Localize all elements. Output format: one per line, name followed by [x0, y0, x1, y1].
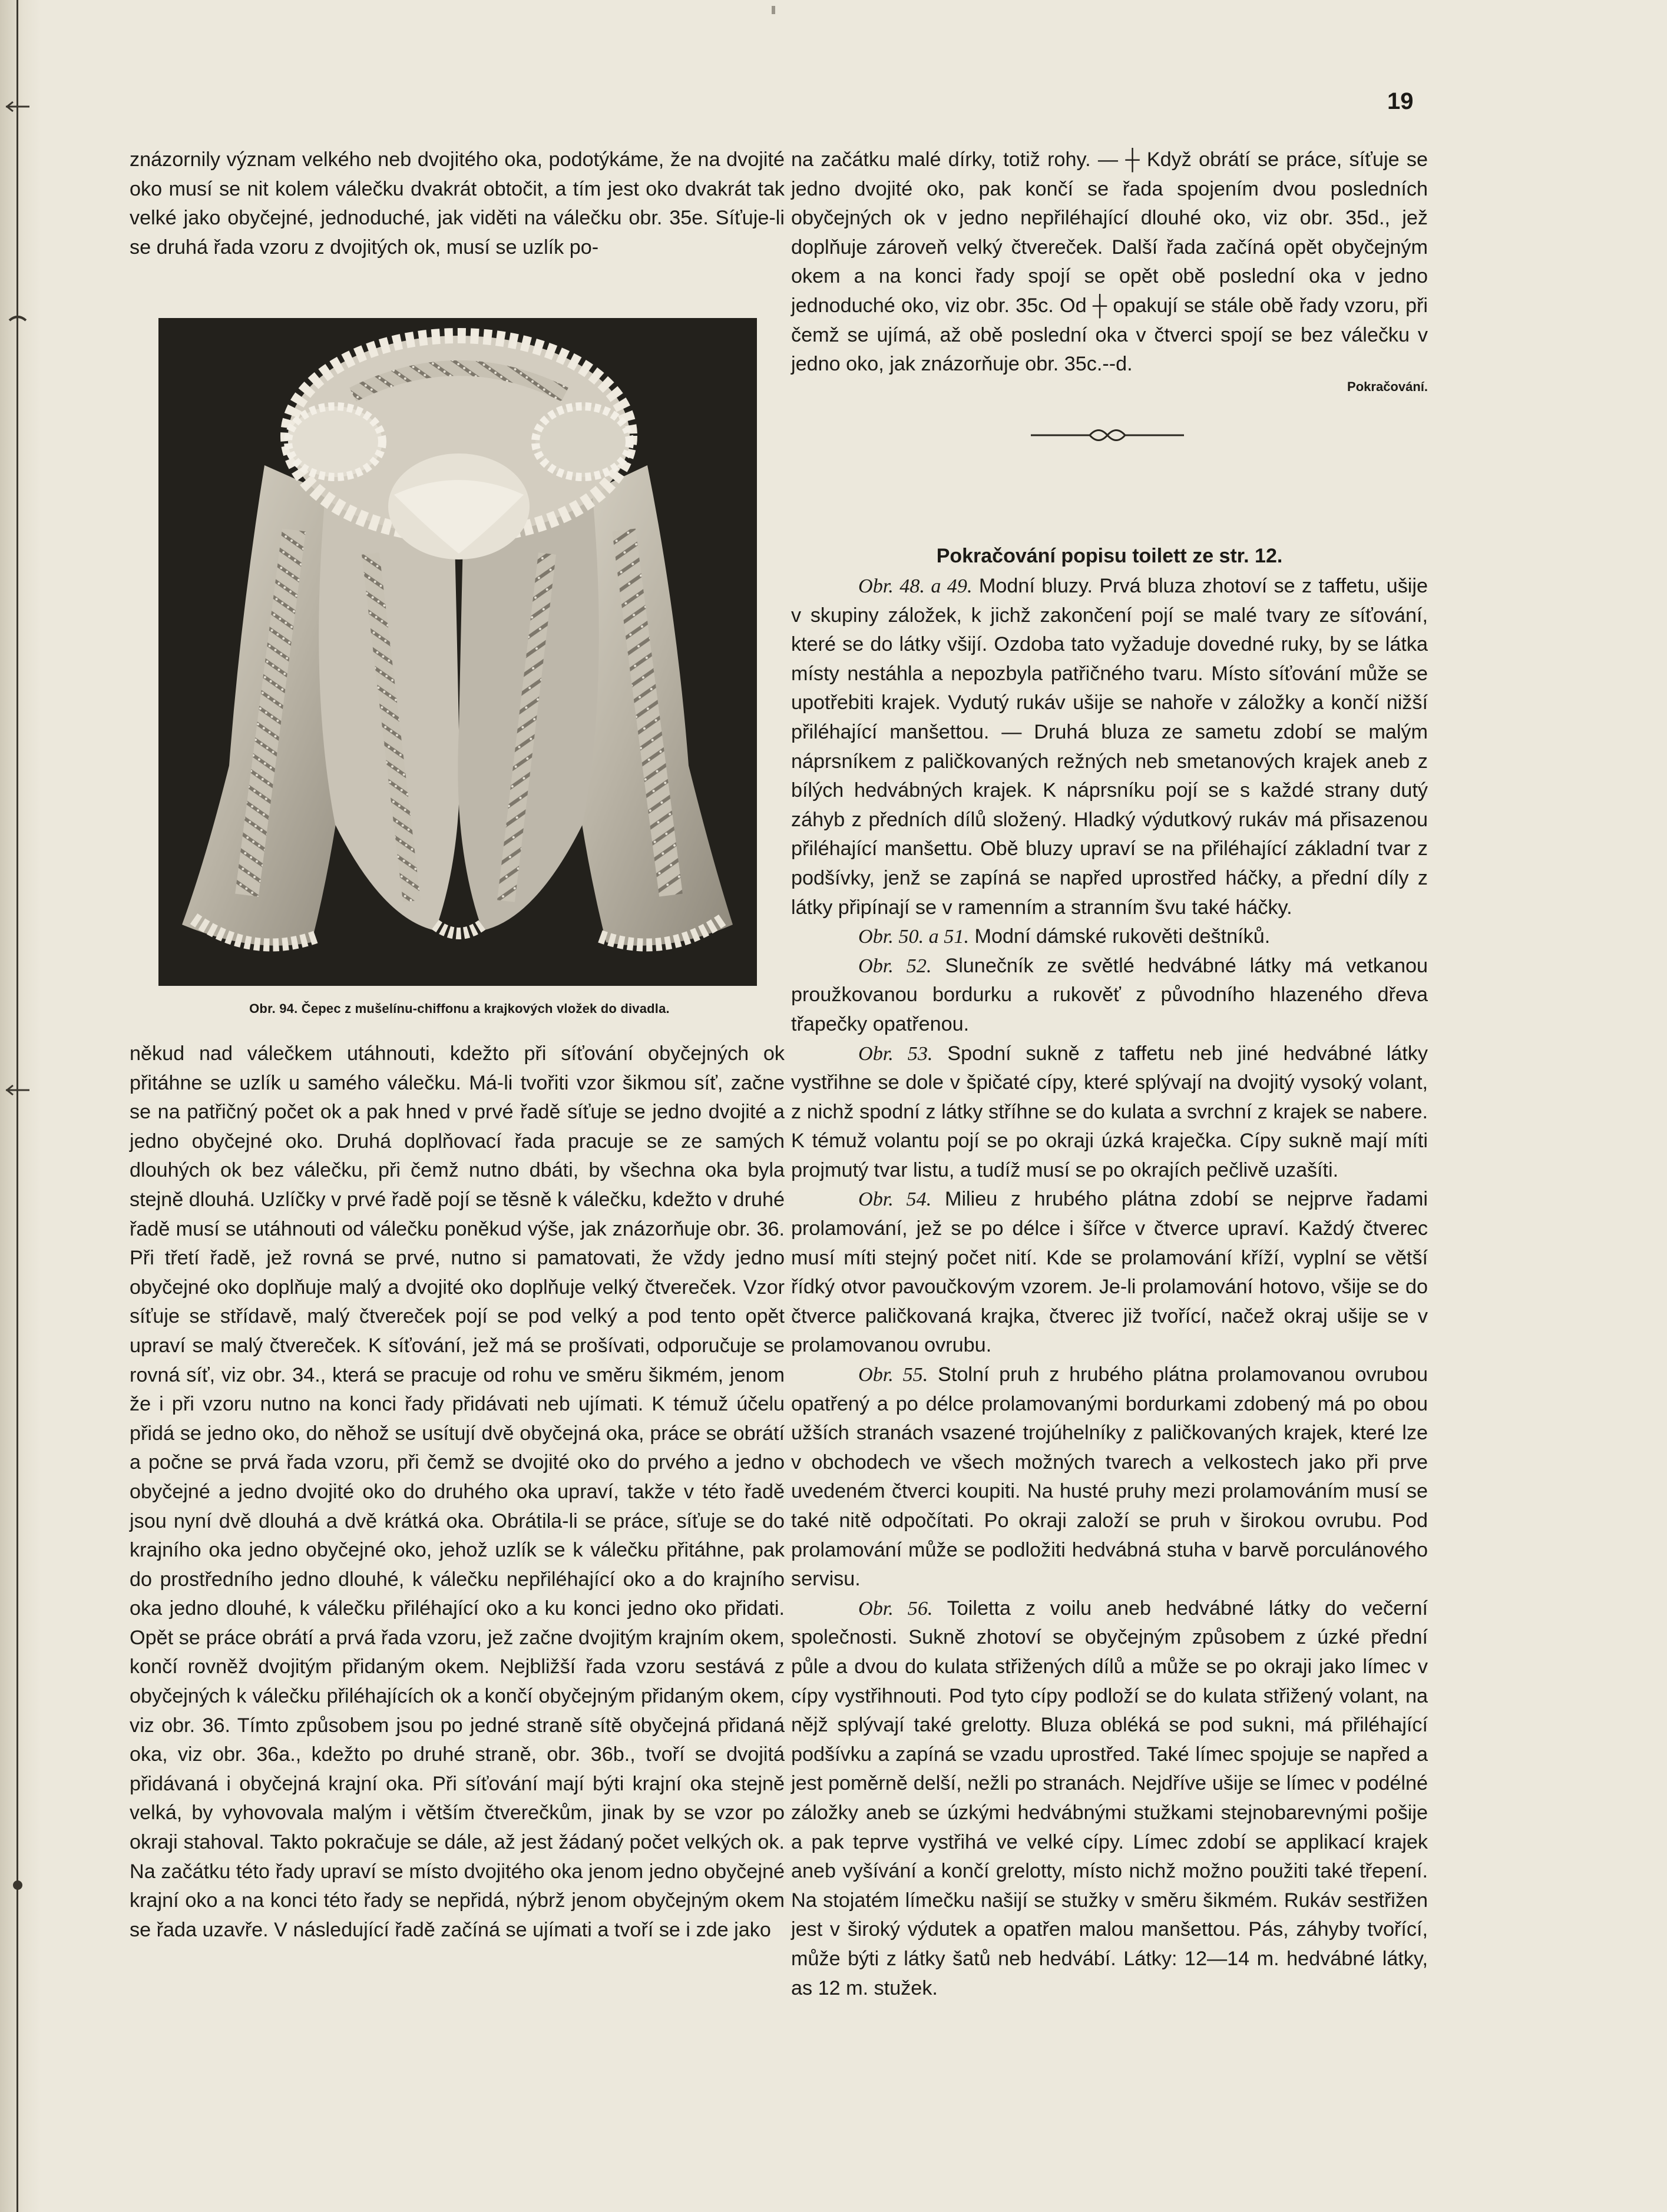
binding-mark-icon [5, 312, 31, 325]
description-text: Toiletta z voilu aneb hedvábné látky do večerní společnosti. Sukně zhotoví se obyčejným způsobem z úzké přední půle a dvou do kulata střižených dílů a může se po okraji jako límec v cípy vystřihnouti. Pod tyto cípy podloží se do kulata střižený volant, na nějž splývají také grelotty. Bluza obléká se pod sukni, má přiléhající podšívku a zapíná se vzadu uprostřed. Také límec spojuje se napřed a jest poměrně delší, nežli po stranách. Nejdříve ušije se límec v podélné záložky aneb se úzkými hedvábnými stužkami stejnobarevnými pošije a pak teprve vystřihá ve velké cípy. Límec zdobí se applikací krajek aneb vyšívání a končí grelotty, místo nichž možno použiti také třepení. Na stojatém límečku našijí se stužky v směru šikmém. Rukáv sestřižen jest v široký výdutek a opatřen malou manšettou. Pás, záhyby tvořící, může býti z látky šatů neb hedvábí. Látky: 12—14 m. hedvábné látky, as 12 m. stužek. [791, 1597, 1428, 1999]
binding-arrow-icon [5, 1084, 31, 1097]
binding-mark-icon [5, 1879, 31, 1892]
description-item [791, 1185, 1428, 1360]
description-item [791, 1594, 1428, 2003]
description-item [791, 572, 1428, 922]
edge-mark [772, 6, 775, 14]
figure-caption: Obr. 94. Čepec z mušelínu-chiffonu a krajkových vložek do divadla. [249, 1001, 670, 1016]
description-item [791, 952, 1428, 1039]
description-text: Modní dámské rukověti deštníků. [969, 925, 1271, 948]
description-text: Milieu z hrubého plátna zdobí se nejprve řadami prolamování, jež se po délce i šířce v čtverce upraví. Každý čtverec musí míti stejný počet nití. Kde se prolamování kříží, vyplní se větší řídký otvor pavoučkovým vzorem. Je-li prolamování hotovo, všije se do čtverce paličkovaná krajka, čtverec již tvořící, načež okraj ušije se v prolamovanou ovrubu. [791, 1188, 1428, 1357]
binding-arrow-icon [5, 100, 31, 113]
bonnet-illustration [158, 318, 757, 986]
continued-mark: Pokračování. [1347, 379, 1428, 394]
figure-reference: Obr. 56. [858, 1597, 933, 1620]
description-text: Slunečník ze světlé hedvábné látky má vetkanou proužkovanou bordurku a rukověť z původního hlazeného dřeva třapečky opatřenou. [791, 954, 1428, 1035]
description-text: Spodní sukně z taffetu neb jiné hedvábné látky vystřihne se dole v špičaté cípy, které splývají na dvojitý vysoký volant, z nichž spodní z látky stříhne se do kulata a svrchní z krajek se nabere. K témuž volantu pojí se po okraji úzká kraječka. Cípy sukně mají míti projmutý tvar listu, a tudíž musí se po okrajích pečlivě uzašíti. [791, 1042, 1428, 1181]
page-number: 19 [1387, 88, 1414, 114]
description-item [791, 922, 1428, 952]
description-item [791, 1039, 1428, 1186]
section-title: Pokračování popisu toilett ze str. 12. [936, 545, 1283, 567]
description-item [791, 1360, 1428, 1594]
paragraph: na začátku malé dírky, totiž rohy. — ┼ Když obrátí se práce, síťuje se jedno dvojité oko, pak končí se řada spojením dvou posledních obyčejných ok v jedno nepřiléhající dlouhé oko, viz obr. 35d., jež doplňuje zároveň velký čtvereček. Další řada začíná opět obyčejným okem a na konci řady spojí se opět obě poslední oka v jedno jednoduché oko, viz obr. 35c. Od ┼ opakují se stále obě řady vzoru, při čemž se ujímá, až obě poslední oka v čtverci spojí se bez válečku v jedno oko, jak znázorňuje obr. 35c.--d. [791, 148, 1428, 376]
figure-reference: Obr. 52. [858, 955, 932, 977]
figure-reference: Obr. 50. a 51. [858, 926, 970, 948]
paragraph: někud nad válečkem utáhnouti, kdežto při síťování obyčejných ok přitáhne se uzlík u samého válečku. Má-li tvořiti vzor šikmou síť, začne se na patřičný počet ok a pak hned v prvé řadě síťuje se jedno dvojité a jedno obyčejné oko. Druhá doplňovací řada pracuje se ze samých dlouhých ok bez válečku, při čemž nutno dbáti, by všechna oka byla stejně dlouhá. Uzlíčky v prvé řadě pojí se těsně k válečku, kdežto v druhé řadě musí se utáhnouti od válečku poněkud výše, jak znázorňuje obr. 36. Při třetí řadě, jež rovná se prvé, nutno si pamatovati, že vždy jedno obyčejné oko doplňuje malý a dvojité oko doplňuje velký čtvereček. Vzor síťuje se střídavě, malý čtvereček pojí se pod velký a pod tento opět upraví se malý čtvereček. K síťování, jež má se prošívati, odporučuje se rovná síť, viz obr. 34., která se pracuje od rohu ve směru šikmém, jenom že i při vzoru nutno na konci řady přidávati neb ujímati. K témuž účelu přidá se jedno oko, do něhož se usítují dvě obyčejná oka, práce se obrátí a počne se prvá řada vzoru, při čemž se dvojité oko do prvého a jedno obyčejné a jedno dvojité oko do druhého oka upraví, takže v této řadě jsou nyní dvě dlouhá a dvě krátká oka. Obrátila-li se práce, síťuje se do krajního oka jedno obyčejné oko, jehož uzlík se k válečku přitáhne, pak do prostředního jedno dlouhé, k válečku nepřiléhající oko a do krajního oka jedno dlouhé, k válečku přiléhající oko a ku konci jedno oko přidati. Opět se práce obrátí a prvá řada vzoru, jež začne dvojitým krajním okem, končí rovněž dvojitým přidaným okem. Nejbližší řada vzoru sestává z obyčejných k válečku přiléhajících ok a končí obyčejným přidaným okem, viz obr. 36. Tímto způsobem jsou po jedné straně sítě obyčejná přidaná oka, viz obr. 36a., kdežto po druhé straně, obr. 36b., tvoří se dvojitá přidávaná i obyčejná krajní oka. Při síťování mají býti krajní oka stejně velká, by vyhovovala malým i větším čtverečkům, jinak by se vzor po okraji stahoval. Takto pokračuje se dále, až jest žádaný počet velkých ok. Na začátku této řady upraví se místo dvojitého oka jenom jedno obyčejné krajní oko a na konci této řady se nepřidá, nýbrž jenom obyčejným okem se řada uzavře. V následující řadě začíná se ujímati a tvoří se i zde jako [130, 1042, 785, 1941]
left-column-top [130, 145, 785, 262]
figure-reference: Obr. 53. [858, 1042, 933, 1065]
figure-reference: Obr. 55. [858, 1364, 928, 1386]
ornament-divider-icon [1025, 420, 1190, 450]
figure-reference: Obr. 48. a 49. [858, 575, 973, 597]
right-column-top [791, 145, 1428, 396]
description-text: Modní bluzy. Prvá bluza zhotoví se z taffetu, ušije v skupiny záložek, k jichž zakončení pojí se malé tvary ze síťování, které se do látky všijí. Ozdoba tato vyžaduje dovedné ruky, by se látka místy nestáhla a nepozbyla patřičného tvaru. Místo síťování může se upotřebiti krajek. Vydutý rukáv ušije se nahoře v záložky a končí nižší přiléhající manšettou. — Druhá bluza ze sametu zdobí se malým náprsníkem z paličkovaných režných neb smetanových krajek aneb z bílých hedvábných krajek. K náprsníku pojí se s každé strany dutý záhyb z předních dílů složený. Hladký výdutkový rukáv má přisazenou přiléhající manšettu. Obě bluzy upraví se na přiléhající základní tvar z podšívky, jenž se zapíná se napřed uprostřed háčky, a přední díly z látky připínají se v ramenním a stranním švu také háčky. [791, 575, 1428, 919]
description-text: Stolní pruh z hrubého plátna prolamovanou ovrubou opatřený a po délce prolamovanými bordurkami zdobený má po obou užších stranách vsazené trojúhelníky z paličkovaných krajek, které lze v obchodech ve všech možných tvarech a velkostech jako při prve uvedeném čtverci koupiti. Na husté pruhy mezi prolamováním musí se také nitě odpočítati. Po okraji založí se pruh v širokou ovrubu. Pod prolamování může se podložiti hedvábná stuha v barvě porculánového servisu. [791, 1363, 1428, 1591]
right-column-bottom [791, 541, 1428, 2003]
left-column-bottom [130, 1039, 785, 1945]
toilett-descriptions [791, 572, 1428, 2003]
figure-reference: Obr. 54. [858, 1188, 932, 1211]
paragraph: znázornily význam velkého neb dvojitého oka, podotýkáme, že na dvojité oko musí se nit kolem válečku dvakrát obtočit, a tím jest oko dvakrát tak velké jako obyčejné, jednoduché, jak viděti na válečku obr. 35e. Síťuje-li se druhá řada vzoru z dvojitých ok, musí se uzlík po- [130, 148, 785, 259]
